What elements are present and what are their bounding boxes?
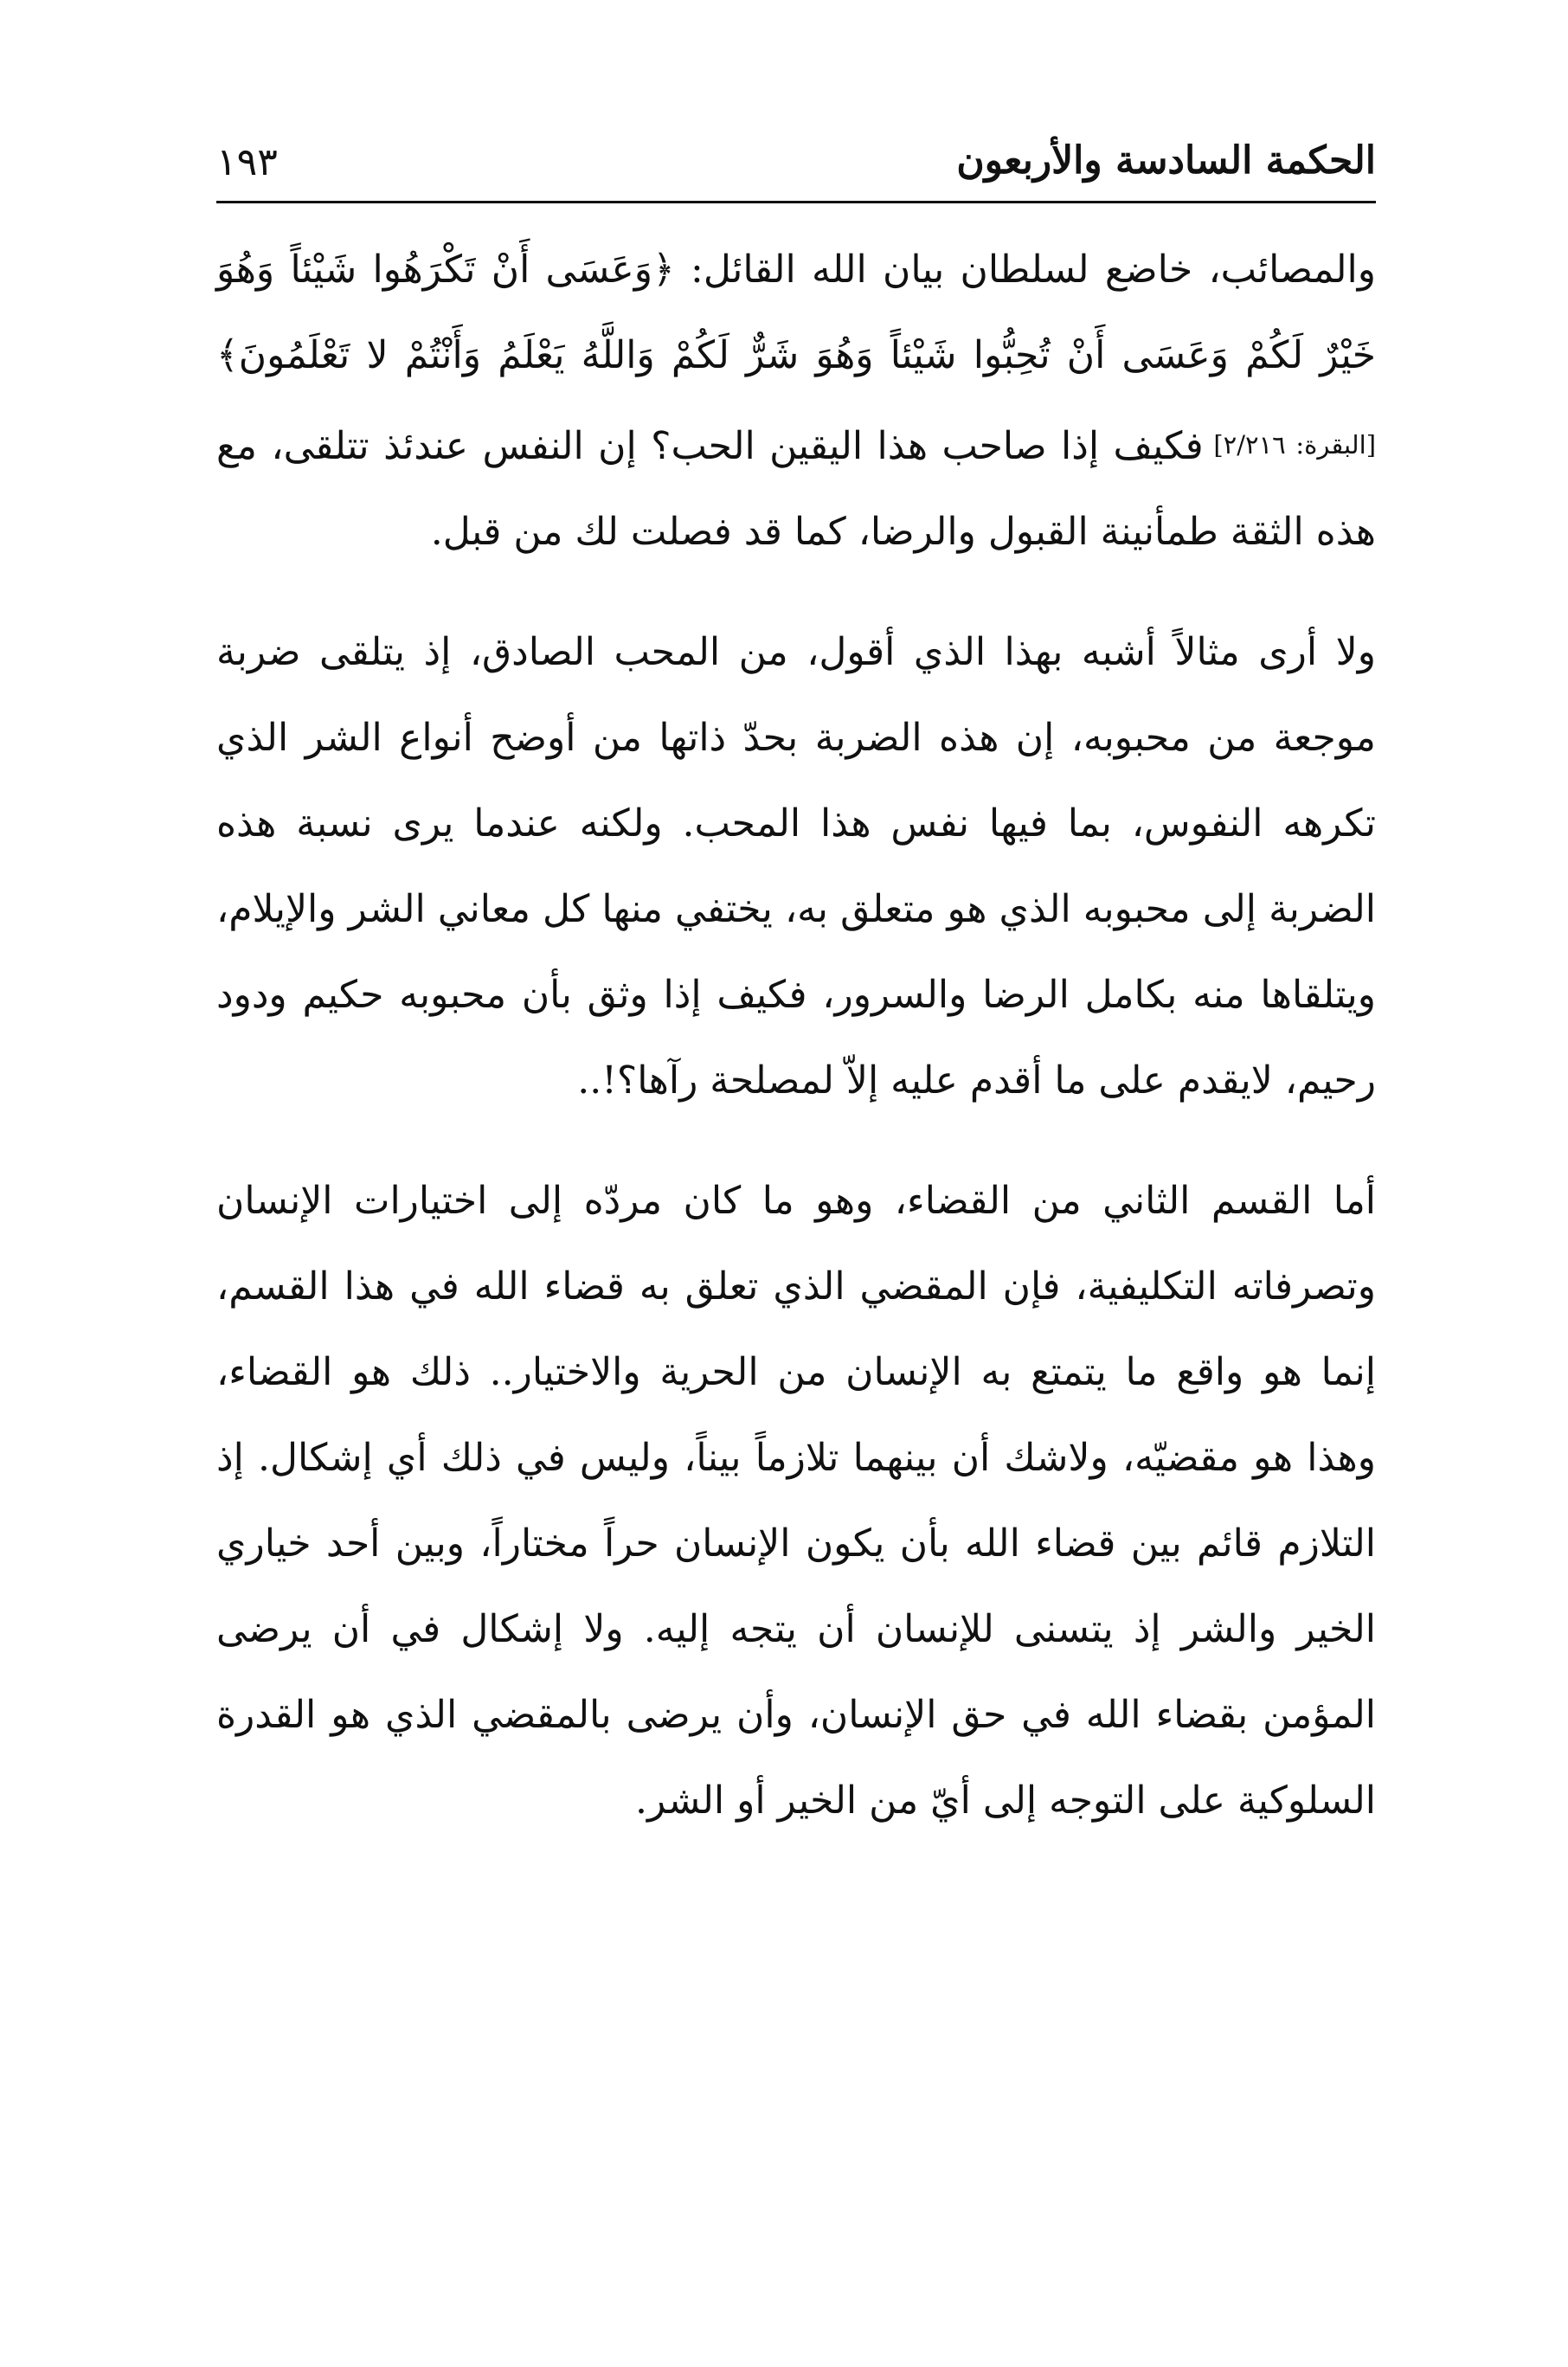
paragraph-1-intro: والمصائب، خاضع لسلطان بيان الله القائل: [674,248,1377,292]
header-rule [216,201,1376,203]
page-header [216,130,1376,199]
page-number: ١٩٣ [216,140,278,184]
paragraph-1-continuation: فكيف إذا صاحب هذا اليقين الحب؟ إن النفس عندئذ تتلقى، مع هذه الثقة طمأنينة القبول والرضا، كما قد فصلت لك من قبل. [216,424,1376,554]
paragraph-1 [216,227,1376,575]
paragraph-2: ولا أرى مثالاً أشبه بهذا الذي أقول، من المحب الصادق، إذ يتلقى ضربة موجعة من محبوبه، إن هذه الضربة بحدّ ذاتها من أوضح أنواع الشر الذي تكرهه النفوس، بما فيها نفس هذا المحب. ولكنه عندما يرى نسبة هذه الضربة إلى محبوبه الذي هو متعلق به، يختفي منها كل معاني الشر والإيلام، ويتلقاها منه بكامل الرضا والسرور، فكيف إذا وثق بأن محبوبه حكيم ودود رحيم، لايقدم على ما أقدم عليه إلاّ لمصلحة رآها؟!.. [216,630,1376,1103]
verse-citation: [البقرة: ٢/٢١٦] [1203,430,1377,460]
page-body [216,227,1376,1843]
quran-verse: ﴿وَعَسَى أَنْ تَكْرَهُوا شَيْئاً وَهُوَ خَيْرٌ لَكُمْ وَعَسَى أَنْ تُحِبُّوا شَيْئاً وَهُوَ شَرٌّ لَكُمْ وَاللَّهُ يَعْلَمُ وَأَنْتُمْ لا تَعْلَمُونَ﴾ [216,248,1376,377]
paragraph-3: أما القسم الثاني من القضاء، وهو ما كان مردّه إلى اختيارات الإنسان وتصرفاته التكليفية، فإن المقضي الذي تعلق به قضاء الله في هذا القسم، إنما هو واقع ما يتمتع به الإنسان من الحرية والاختيار.. ذلك هو القضاء، وهذا هو مقضيّه، ولاشك أن بينهما تلازماً بيناً، وليس في ذلك أي إشكال. إذ التلازم قائم بين قضاء الله بأن يكون الإنسان حراً مختاراً، وبين أحد خياري الخير والشر إذ يتسنى للإنسان أن يتجه إليه. ولا إشكال في أن يرضى المؤمن بقضاء الله في حق الإنسان، وأن يرضى بالمقضي الذي هو القدرة السلوكية على التوجه إلى أيّ من الخير أو الشر. [216,1179,1376,1823]
running-title: الحكمة السادسة والأربعون [956,138,1376,183]
